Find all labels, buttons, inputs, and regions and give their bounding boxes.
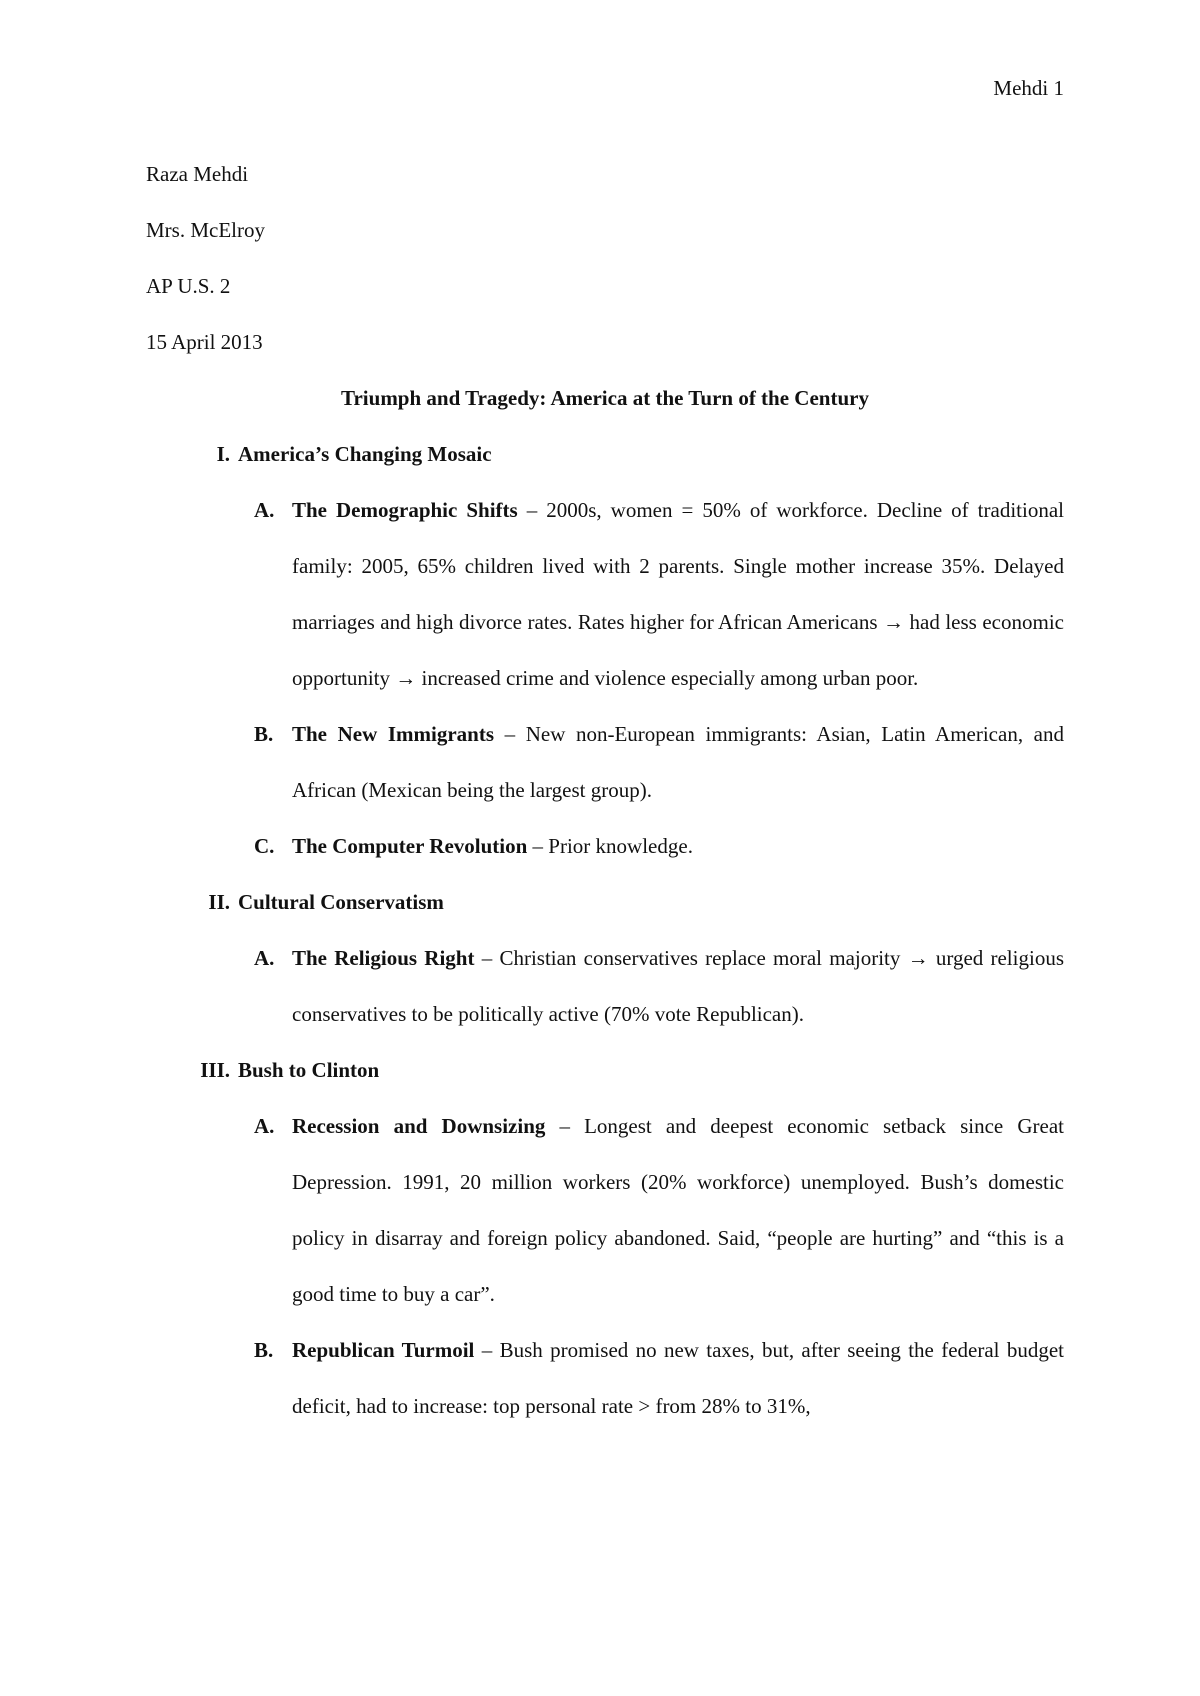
item-body xyxy=(292,946,1064,1026)
item-text: – 2000s, women = 50% of workforce. Decline of traditional family: 2005, 65% children lived with 2 parents. Single mother increase 35%. Delayed marriages and high divorce rates. Rates higher for African Americans → had less economic opportunity → increased crime and violence especially among urban poor. xyxy=(292,498,1064,690)
document-title: Triumph and Tragedy: America at the Turn of the Century xyxy=(341,386,869,410)
section-numeral: III. xyxy=(200,1058,230,1082)
item-text: – Bush promised no new taxes, but, after seeing the federal budget deficit, had to increase: top personal rate > from 28% to 31%, xyxy=(292,1338,1064,1418)
item-body xyxy=(292,1114,1064,1306)
item-title: The Religious Right xyxy=(292,946,475,970)
item-text: – Longest and deepest economic setback since Great Depression. 1991, 20 million workers (20% workforce) unemployed. Bush’s domestic policy in disarray and foreign policy abandoned. Said, “people are hurting” and “this is a good time to buy a car”. xyxy=(292,1114,1064,1306)
outline-item xyxy=(146,1322,1064,1434)
section-heading xyxy=(146,426,1064,482)
item-text: – New non-European immigrants: Asian, Latin American, and African (Mexican being the largest group). xyxy=(292,722,1064,802)
item-text: – Prior knowledge. xyxy=(527,834,693,858)
item-letter: A. xyxy=(254,498,275,522)
student-name: Raza Mehdi xyxy=(146,162,249,186)
item-text: – Christian conservatives replace moral majority → urged religious conservatives to be politically active (70% vote Republican). xyxy=(292,946,1064,1026)
item-letter: C. xyxy=(254,834,275,858)
item-title: The Demographic Shifts xyxy=(292,498,518,522)
section-title: America’s Changing Mosaic xyxy=(238,442,492,466)
outline-item xyxy=(146,1098,1064,1322)
section-numeral: I. xyxy=(216,442,230,466)
item-title: The New Immigrants xyxy=(292,722,495,746)
section-heading xyxy=(146,874,1064,930)
outline-item xyxy=(146,818,1064,874)
item-title: Republican Turmoil xyxy=(292,1338,475,1362)
outline-item xyxy=(146,482,1064,706)
item-letter: A. xyxy=(254,946,275,970)
running-head: Mehdi 1 xyxy=(993,76,1064,100)
item-body xyxy=(292,722,1064,802)
section-title: Bush to Clinton xyxy=(238,1058,380,1082)
item-letter: B. xyxy=(254,722,274,746)
course-name: AP U.S. 2 xyxy=(146,274,231,298)
section-heading xyxy=(146,1042,1064,1098)
outline-item xyxy=(146,706,1064,818)
item-body xyxy=(292,1338,1064,1418)
item-title: Recession and Downsizing xyxy=(292,1114,546,1138)
section-title: Cultural Conservatism xyxy=(238,890,444,914)
teacher-name: Mrs. McElroy xyxy=(146,218,265,242)
item-title: The Computer Revolution xyxy=(292,834,528,858)
item-letter: B. xyxy=(254,1338,274,1362)
item-body xyxy=(292,498,1064,690)
item-body xyxy=(292,834,693,858)
document-body xyxy=(146,146,1064,1434)
item-letter: A. xyxy=(254,1114,275,1138)
outline-item xyxy=(146,930,1064,1042)
document-date: 15 April 2013 xyxy=(146,330,263,354)
section-numeral: II. xyxy=(208,890,230,914)
